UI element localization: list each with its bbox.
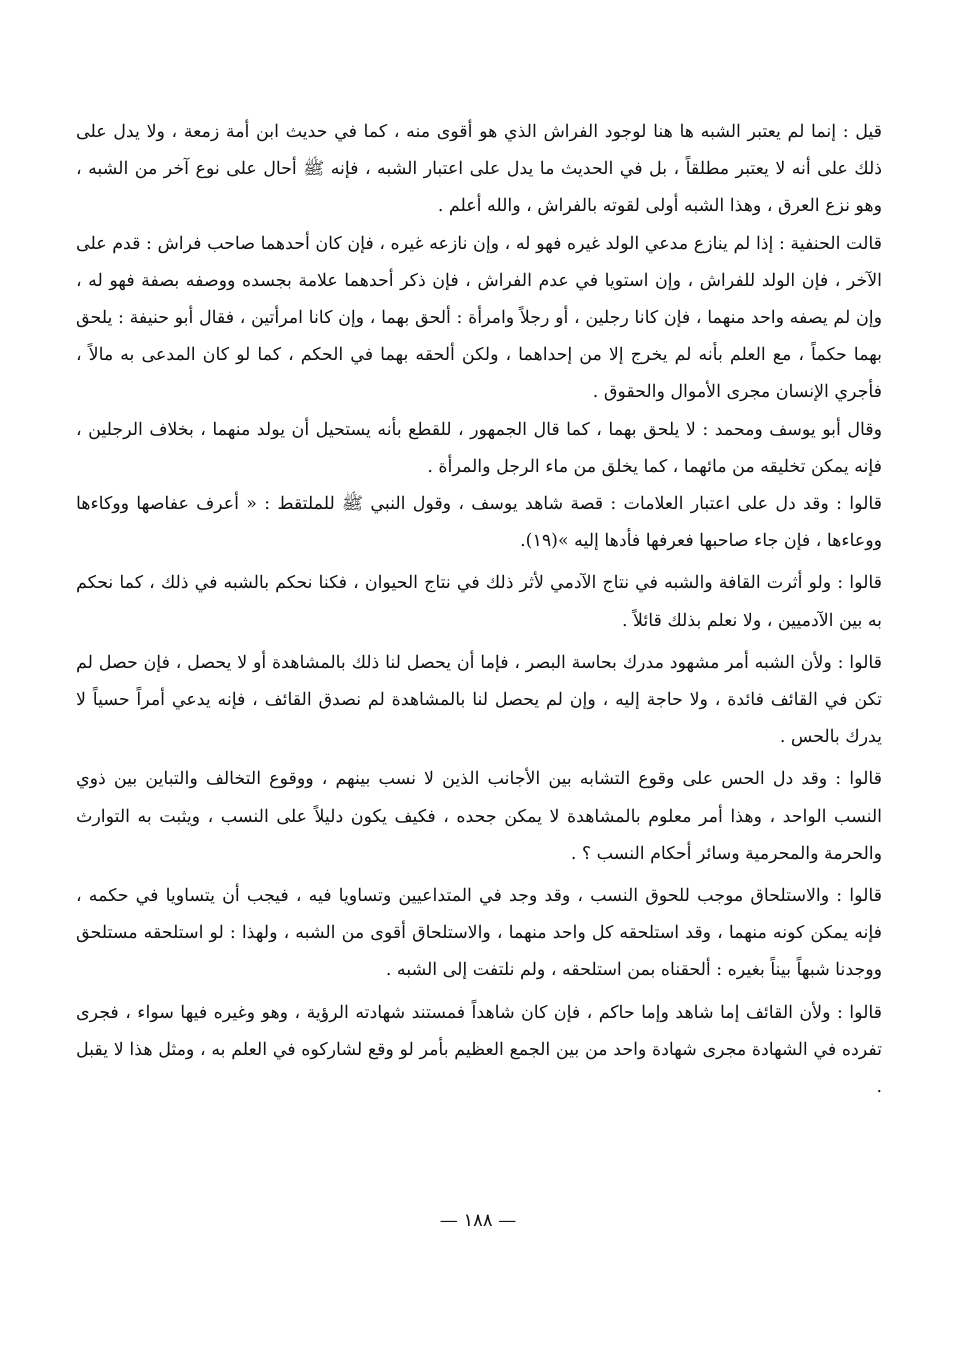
paragraph-8: قالوا : والاستلحاق موجب للحوق النسب ، وقد وجد في المتداعيين وتساويا فيه ، فيجب أن يتساويا في حكمه ، فإنه يمكن كونه منهما ، وقد استلحقه كل واحد منهما ، والاستلحاق أقوى من الشبه ، ولهذا : لو استلحقه مستلحق ووجدنا شبهاً بيناً بغيره : ألحقناه بمن استلحقه ، ولم نلتفت إلى الشبه . — [76, 886, 882, 981]
paragraph-7: قالوا : وقد دل الحس على وقوع التشابه بين الأجانب الذين لا نسب بينهم ، ووقوع التخالف والتباين بين ذوي النسب الواحد ، وهذا أمر معلوم بالمشاهدة لا يمكن جحده ، فكيف يكون دليلاً على النسب ، ويثبت به التوارث والحرمة والمحرمية وسائر أحكام النسب ؟ . — [76, 769, 882, 864]
page-number: — ١٨٨ — — [439, 1210, 517, 1231]
paragraph-2: قالت الحنفية : إذا لم ينازع مدعي الولد غيره فهو له ، وإن نازعه غيره ، فإن كان أحدهما صاحب فراش : قدم على الآخر ، فإن الولد للفراش ، وإن استويا في عدم الفراش ، فإن ذكر أحدهما علامة بجسده ووصفه بصفة فهو له ، وإن لم يصفه واحد منهما ، فإن كانا رجلين ، أو رجلاً وامرأة : ألحق بهما ، وإن كانا امرأتين ، فقال أبو حنيفة : يلحق بهما حكماً ، مع العلم بأنه لم يخرج إلا من إحداهما ، ولكن ألحقه بهما في الحكم ، كما لو كان المدعى به مالاً ، فأجري الإنسان مجرى الأموال والحقوق . — [76, 233, 882, 403]
paragraph-6: قالوا : ولأن الشبه أمر مشهود مدرك بحاسة البصر ، فإما أن يحصل لنا ذلك بالمشاهدة أو لا يحصل ، فإن حصل لم تكن في القائف فائدة ، ولا حاجة إليه ، وإن لم يحصل لنا بالمشاهدة لم نصدق القائف ، فإنه يدعي أمراً حسياً لا يدرك بالحس . — [76, 652, 882, 748]
paragraph-9: قالوا : ولأن القائف إما شاهد وإما حاكم ، فإن كان شاهداً فمستند شهادته الرؤية ، وهو وغيره فيها سواء ، فجرى تفرده في الشهادة مجرى شهادة واحد من بين الجمع العظيم بأمر لو وقع لشاركوه في العلم به ، ومثل هذا لا يقبل . — [76, 1002, 882, 1098]
paragraph-4: قالوا : وقد دل على اعتبار العلامات : قصة شاهد يوسف ، وقول النبي ﷺ للملتقط : « أعرف عفاصها ووكاءها ووعاءها ، فإن جاء صاحبها فعرفها فأدها إليه »(١٩). — [76, 494, 882, 552]
page-body — [76, 114, 882, 1106]
paragraph-3: وقال أبو يوسف ومحمد : لا يلحق بهما ، كما قال الجمهور ، للقطع بأنه يستحيل أن يولد منهما ، بخلاف الرجلين ، فإنه يمكن تخليقه من مائهما ، كما يخلق من ماء الرجل والمرأة . — [76, 419, 882, 477]
paragraph-5: قالوا : ولو أثرت القافة والشبه في نتاج الآدمي لأثر ذلك في نتاج الحيوان ، فكنا نحكم بالشبه في ذلك ، كما نحكم به بين الآدميين ، ولا نعلم بذلك قائلاً . — [76, 573, 882, 631]
paragraph-1: قيل : إنما لم يعتبر الشبه ها هنا لوجود الفراش الذي هو أقوى منه ، كما في حديث ابن أمة زمعة ، ولا يدل على ذلك على أنه لا يعتبر مطلقاً ، بل في الحديث ما يدل على اعتبار الشبه ، فإنه ﷺ أحال على نوع آخر من الشبه ، وهو نزع العرق ، وهذا الشبه أولى لقوته بالفراش ، والله أعلم . — [76, 122, 882, 217]
